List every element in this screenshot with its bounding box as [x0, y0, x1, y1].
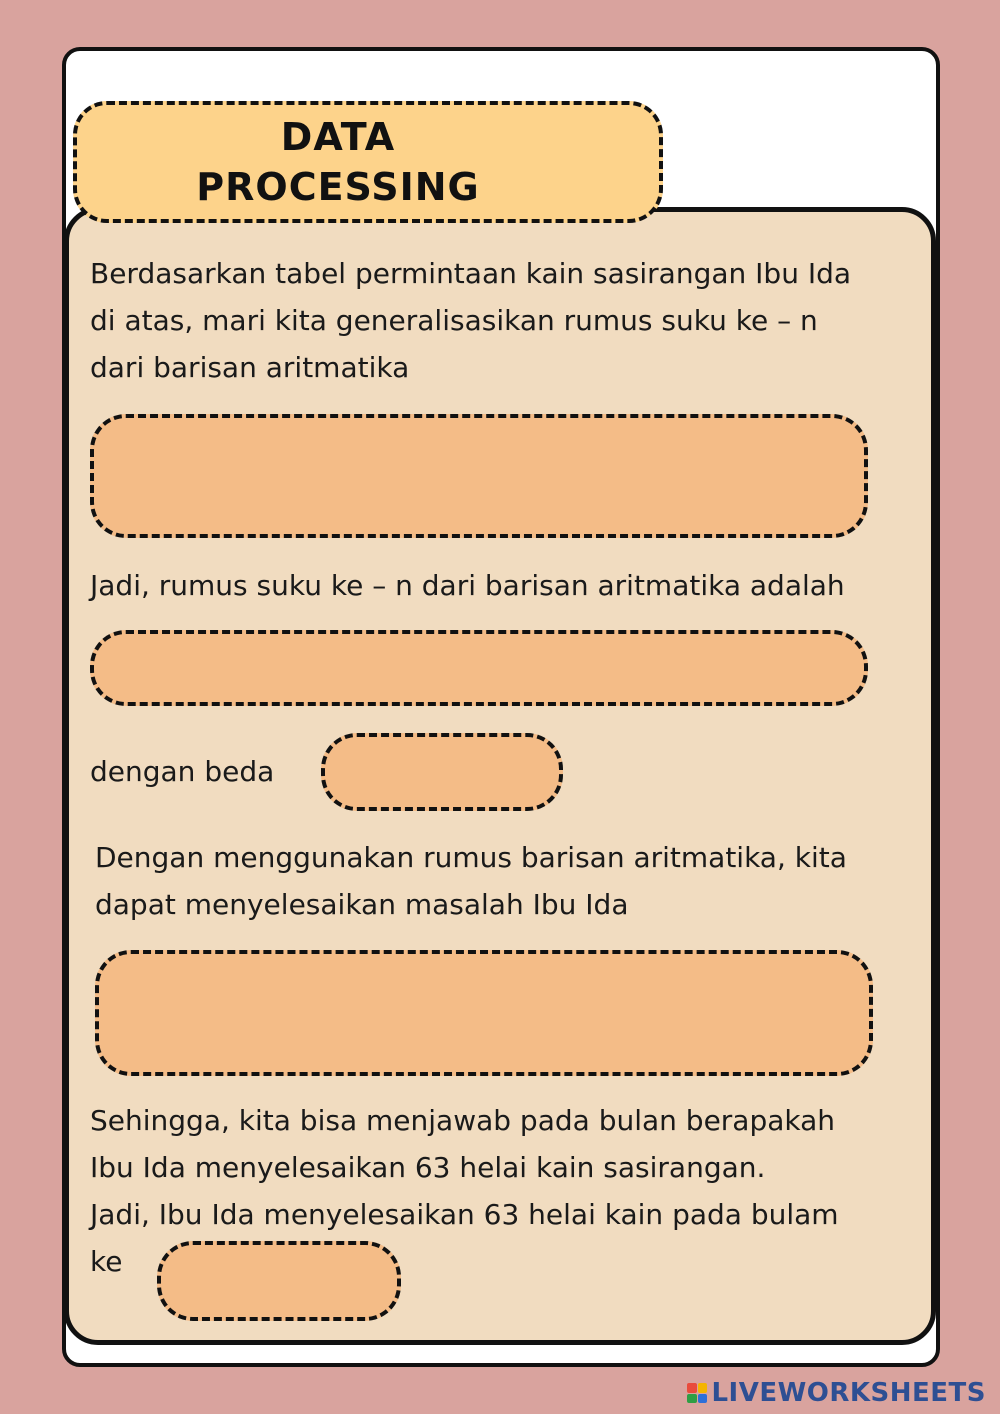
difference-answer-box[interactable] — [321, 733, 563, 811]
title-line-2: PROCESSING — [196, 165, 480, 209]
logo-square-1 — [687, 1383, 697, 1393]
formula-answer-box[interactable] — [90, 630, 868, 706]
generalization-answer-box[interactable] — [90, 414, 868, 538]
title-tab — [73, 101, 663, 223]
logo-square-4 — [698, 1394, 708, 1404]
intro-text: Berdasarkan tabel permintaan kain sasirangan Ibu Ida di atas, mari kita generalisasikan rumus suku ke – n dari barisan aritmatika — [90, 257, 852, 384]
logo-square-3 — [687, 1394, 697, 1404]
solution-answer-box[interactable] — [95, 950, 873, 1076]
month-answer-box[interactable] — [157, 1241, 401, 1321]
logo-square-2 — [698, 1383, 708, 1393]
watermark-text: LIVEWORKSHEETS — [711, 1378, 986, 1408]
liveworksheets-logo-icon — [687, 1383, 707, 1403]
liveworksheets-watermark[interactable] — [687, 1378, 986, 1408]
difference-label: dengan beda — [90, 755, 275, 788]
conclusion-text: Sehingga, kita bisa menjawab pada bulan berapakah Ibu Ida menyelesaikan 63 helai kain sasirangan. Jadi, Ibu Ida menyelesaikan 63 helai kain pada bulam ke — [90, 1104, 839, 1278]
solve-intro-text: Dengan menggunakan rumus barisan aritmatika, kita dapat menyelesaikan masalah Ibu Ida — [95, 841, 847, 921]
formula-intro-text: Jadi, rumus suku ke – n dari barisan aritmatika adalah — [90, 569, 845, 602]
title-line-1: DATA — [280, 115, 396, 159]
